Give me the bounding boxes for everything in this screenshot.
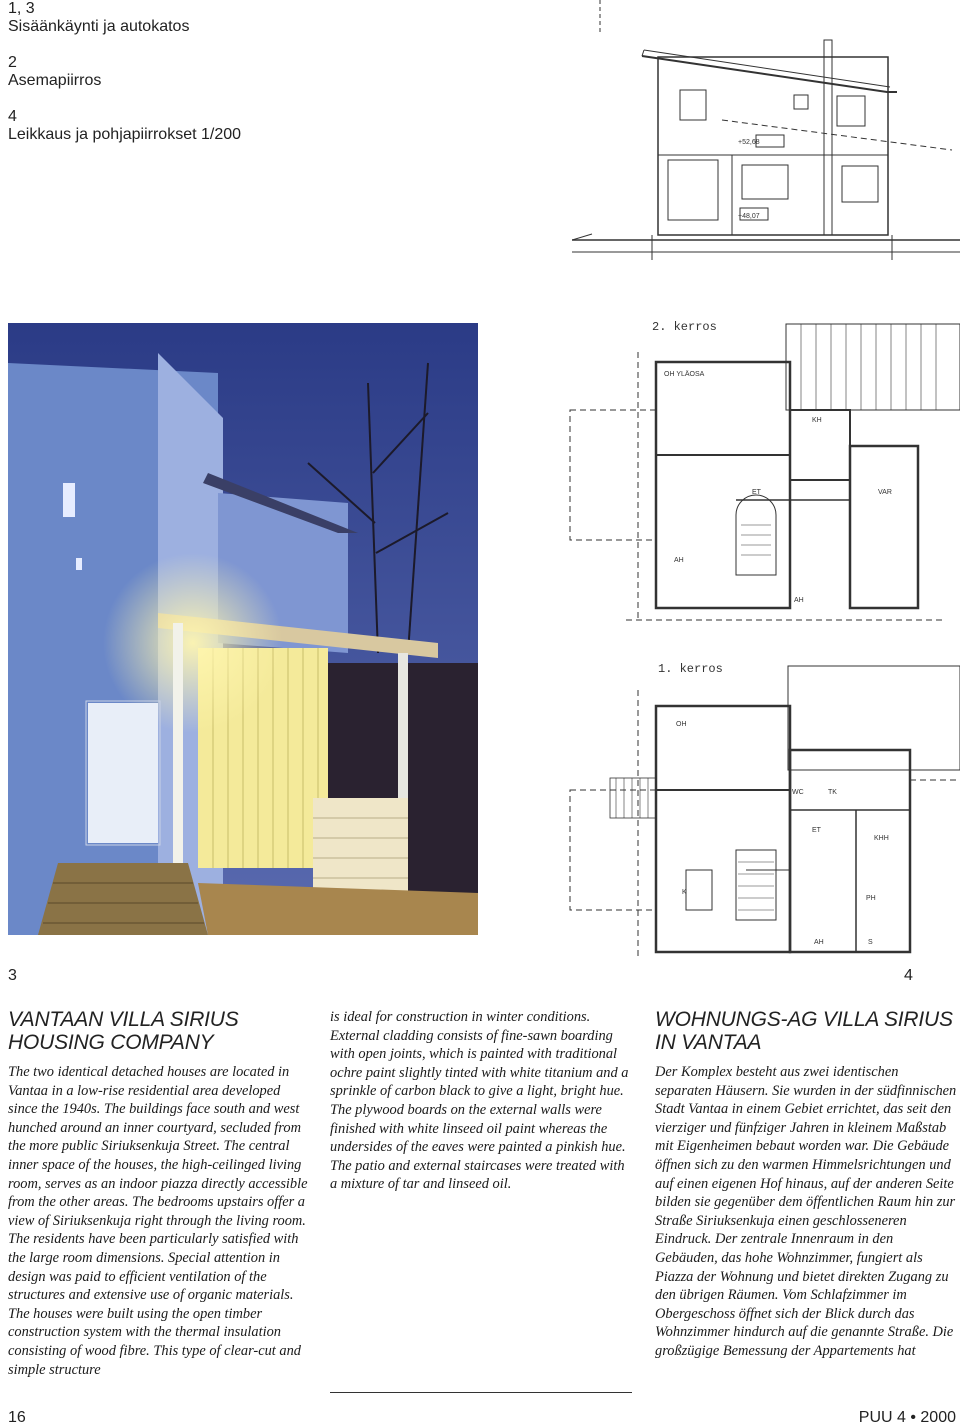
caption-3-number: 4 [8, 108, 17, 125]
floor2-title: 2. kerros [652, 320, 717, 334]
floor1-label-6: K [682, 889, 687, 896]
english-body-col2: is ideal for construction in winter conditions. External cladding consists of fine-sawn boarding with open joints, which is painted with traditional ochre paint slightly tinted with white titanium and a sprinkle of carbon black to give a light, bright hue. The plywood boards on the external walls were finished with white linseed oil paint whereas the undersides of the eaves were painted a pinkish hue. The patio and external staircases were treated with a mixture of tar and linseed oil. [330, 1009, 629, 1193]
caption-1-number: 1, 3 [8, 0, 35, 17]
german-heading-line1: WOHNUNGS-AG VILLA SIRIUS [655, 1008, 953, 1031]
column-rule [330, 1392, 632, 1393]
floor1-label-3: TK [828, 789, 837, 796]
floor1-label-8: AH [814, 939, 824, 946]
caption-block [8, 0, 428, 144]
english-body-col1: The two identical detached houses are located in Vantaa in a low-rise residential area developed since the 1940s. The buildings face south and west hunched around an inner courtyard, secluded from the more public Siriuksenkuja Street. The central inner space of the houses, the high-ceilinged living room, serves as an indoor piazza directly accessible from the other areas. The bedrooms upstairs offer a view of Siriuksenkuja right through the living room. The residents have been particularly satisfied with the large room dimensions. Special attention in design was paid to efficient ventilation of the structures and extensive use of organic materials. The houses were built using the open timber construction system with the thermal insulation consisting of wood fibre. This type of clear-cut and simple structure [8, 1064, 308, 1378]
german-body: Der Komplex besteht aus zwei identischen separaten Häusern. Sie wurden in der südfinnischen Stadt Vantaa in einem Gebiet errichtet, das seit den vierziger und fünfziger Jahren in kleinem Maßstab mit Eigenheimen bebaut worden war. Die Gebäude öffnen sich zu den warmen Himmelsrichtungen und auf einen eigenen Hof hinaus, auf der anderen Seite bilden sie gegenüber dem öffentlichen Raum hin zur Straße Siriuksenkuja einen geschlosseneren Eindruck. Der zentrale Innenraum in den Gebäuden, das hohe Wohnzimmer, fungiert als Piazza der Wohnung und bietet direkten Zugang zu den übrigen Räumen. Vom Schlafzimmer im Obergeschoss öffnet sich der Blick durch das Wohnzimmer hindurch auf die genannte Straße. Die großzügige Bemessung der Appartements hat [655, 1064, 957, 1359]
floor1-label-2: WC [792, 789, 804, 796]
caption-2-text: Asemapiirros [8, 72, 102, 89]
german-heading-line2: IN VANTAA [655, 1031, 762, 1054]
english-heading [8, 1008, 310, 1054]
floor1-label-5: KHH [874, 835, 889, 842]
german-heading [655, 1008, 958, 1054]
level-top-label: +52,68 [738, 139, 760, 146]
caption-1-text: Sisäänkäynti ja autokatos [8, 18, 190, 35]
floor2-label-2: KH [812, 417, 822, 424]
floor2-label-5: AH [674, 557, 684, 564]
floor1-label-4: ET [812, 827, 821, 834]
english-article-col2 [330, 1008, 630, 1194]
caption-2-number: 2 [8, 54, 17, 71]
english-heading-line1: VANTAAN VILLA SIRIUS [8, 1008, 239, 1031]
house-photo [8, 323, 478, 935]
page-number: 16 [8, 1409, 26, 1426]
floor1-title: 1. kerros [658, 662, 723, 676]
figure-number-right: 4 [904, 967, 913, 984]
floor1-label-1: OH [676, 721, 687, 728]
floor2-label-3: ET [752, 489, 761, 496]
floor1-label-9: S [868, 939, 873, 946]
floor1-label-7: PH [866, 895, 876, 902]
figure-number-left: 3 [8, 967, 17, 984]
floor2-label-6: AH [794, 597, 804, 604]
publication-footer: PUU 4 • 2000 [858, 1409, 956, 1426]
section-drawing [572, 0, 960, 262]
level-bottom-label: +48,07 [738, 213, 760, 220]
german-article [655, 1008, 958, 1361]
caption-3-text: Leikkaus ja pohjapiirrokset 1/200 [8, 126, 242, 143]
english-article-col1 [8, 1008, 310, 1379]
floor2-label-4: VAR [878, 489, 892, 496]
english-heading-line2: HOUSING COMPANY [8, 1031, 214, 1054]
floor-plans [566, 310, 960, 960]
floor2-label-1: OH YLÄOSA [664, 371, 705, 378]
